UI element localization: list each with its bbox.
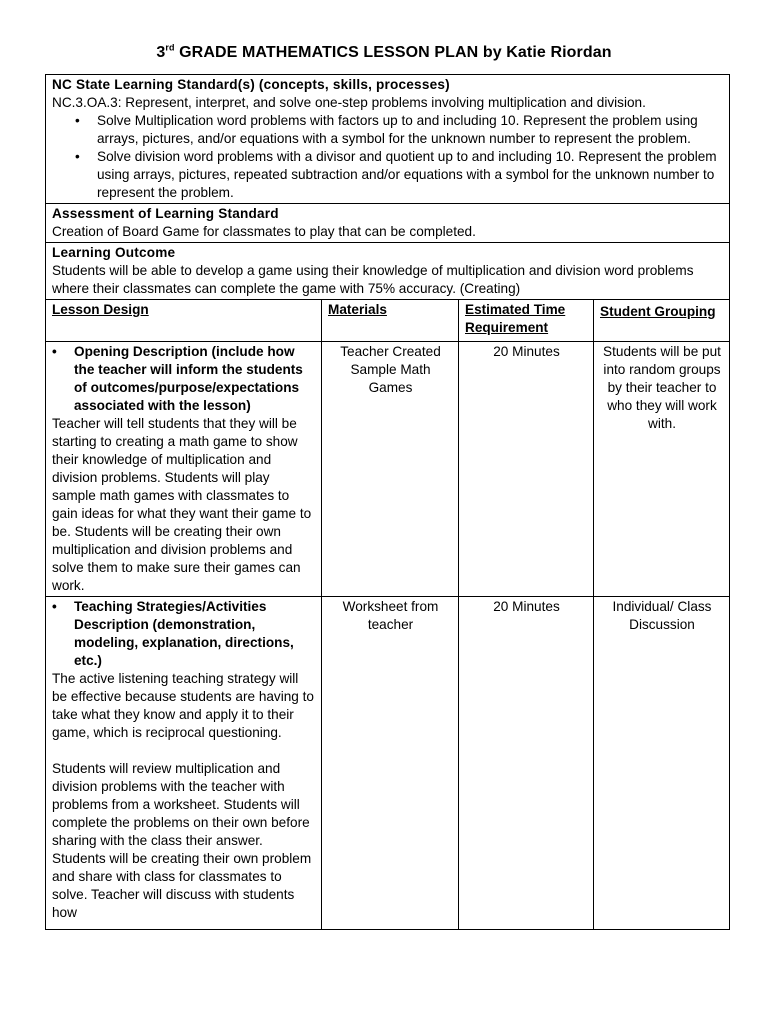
time-cell: 20 Minutes	[459, 597, 594, 930]
header-time: Estimated Time Requirement	[459, 300, 594, 342]
lesson-plan-table	[45, 74, 730, 930]
standards-row	[46, 75, 730, 204]
outcome-row	[46, 243, 730, 300]
teaching-body-2: Students will review multiplication and division problems with the teacher with problems from a worksheet. Students will complete the problems on their own before sharing with the class their answer. Students will be creating their own problem and share with class for classmates to solve. Teacher will discuss with students how	[52, 761, 312, 920]
standards-label: NC State Learning Standard(s) (concepts, skills, processes)	[52, 77, 450, 92]
title-superscript: rd	[165, 42, 175, 53]
column-header-row	[46, 300, 730, 342]
grouping-cell: Individual/ Class Discussion	[594, 597, 730, 930]
header-grouping: Student Grouping	[594, 300, 730, 342]
outcome-cell	[46, 243, 730, 300]
page-title	[0, 44, 768, 62]
standards-cell	[46, 75, 730, 204]
header-lesson-design: Lesson Design	[46, 300, 322, 342]
standards-bullet: • Solve division word problems with a divisor and quotient up to and including 10. Represent the problem using arrays, pictures, repeated subtraction and/or equations with a symbol for the unknown number to represent the problem.	[97, 148, 724, 202]
opening-body: Teacher will tell students that they will be starting to creating a math game to show their knowledge of multiplication and division problems. Students will play sample math games with classmates to gain ideas for what they want their game to be. Students will be creating their own multiplication and division problems and solve them to make sure their games can work.	[52, 416, 312, 593]
outcome-text: Students will be able to develop a game using their knowledge of multiplication and division word problems where their classmates can complete the game with 75% accuracy. (Creating)	[52, 263, 694, 296]
lesson-design-cell	[46, 597, 322, 930]
paragraph-spacer	[52, 742, 316, 760]
title-prefix: 3	[156, 44, 166, 61]
lesson-design-cell	[46, 342, 322, 597]
teaching-heading: • Teaching Strategies/Activities Description (demonstration, modeling, explanation, directions, etc.)	[52, 598, 316, 670]
materials-cell: Teacher Created Sample Math Games	[322, 342, 459, 597]
materials-cell: Worksheet from teacher	[322, 597, 459, 930]
assessment-row	[46, 204, 730, 243]
standards-bullet: • Solve Multiplication word problems with factors up to and including 10. Represent the problem using arrays, pictures, and/or equations with a symbol for the unknown number to represent the problem.	[97, 112, 724, 148]
header-materials: Materials	[322, 300, 459, 342]
lesson-row-teaching	[46, 597, 730, 930]
time-cell: 20 Minutes	[459, 342, 594, 597]
standards-bullet-list	[52, 112, 724, 202]
opening-heading: • Opening Description (include how the teacher will inform the students of outcomes/purpose/expectations associated with the lesson)	[52, 343, 316, 415]
assessment-cell	[46, 204, 730, 243]
standards-code-text: NC.3.OA.3: Represent, interpret, and solve one-step problems involving multiplication and division.	[52, 95, 646, 110]
title-text: GRADE MATHEMATICS LESSON PLAN by Katie Riordan	[174, 44, 612, 61]
assessment-label: Assessment of Learning Standard	[52, 206, 279, 221]
teaching-body: The active listening teaching strategy will be effective because students are having to take what they know and apply it to their game, which is reciprocal questioning.	[52, 671, 314, 740]
lesson-row-opening	[46, 342, 730, 597]
assessment-text: Creation of Board Game for classmates to play that can be completed.	[52, 224, 476, 239]
outcome-label: Learning Outcome	[52, 245, 176, 260]
grouping-cell: Students will be put into random groups by their teacher to who they will work with.	[594, 342, 730, 597]
